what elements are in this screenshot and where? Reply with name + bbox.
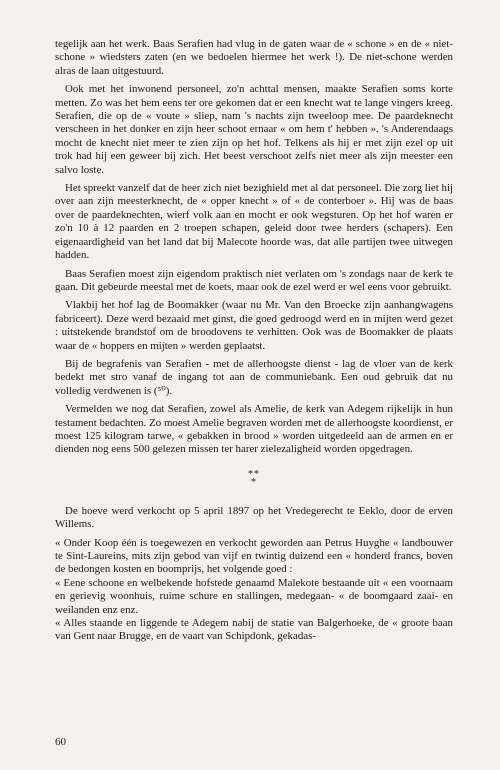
paragraph: tegelijk aan het werk. Baas Serafien had vlug in de gaten waar de « schone » en de « niet-schone » wiedsters zaten (en we bedoelen hiermee het werk !). De niet-schone werden alras de laan uitgestuurd. — [55, 38, 453, 77]
paragraph: Ook met het inwonend personeel, zo'n achttal mensen, maakte Serafien soms korte metten. Zo was het hem eens ter ore gekomen dat er een knecht wat te lange vingers kreeg. Serafien, die op de « voute » sliep, nam 's nachts zijn tweeloop mee. De paardeknecht verscheen in het donker en zijn heer schoot ernaar « om hem t' hebben ». 's Anderendaags mocht de knecht niet meer te zien zijn op het hof. Telkens als hij er met zijn ezel op uit trok had hij een geweer bij zich. Het beest verschoot zelfs niet meer als zijn meester een salvo loste. — [55, 83, 453, 176]
quote-paragraph: « Eene schoone en welbekende hofstede genaamd Malekote bestaande uit « een voornaam en gerievig woonhuis, ruime schure en stallingen, medegaan- « de boomgaard zaai- en weilanden enz enz. — [55, 576, 453, 616]
paragraph: Bij de begrafenis van Serafien - met de allerhoogste dienst - lag de vloer van de kerk bedekt met stro vanaf de ingang tot aan de communiebank. Een oud gebruik dat nu volledig verdwenen is (⁵⁰). — [55, 357, 453, 397]
quote-paragraph: « Alles staande en liggende te Adegem nabij de statie van Balgerhoeke, de « groote baan van Gent naar Brugge, en de vaart van Schipdonk, gekadas- — [55, 617, 453, 643]
page-number: 60 — [55, 736, 66, 748]
body-text — [55, 38, 453, 644]
quote-paragraph: « Onder Koop één is toegewezen en verkocht geworden aan Petrus Huyghe « landbouwer te Sint-Laureins, mits zijn gebod van vijf en twintig duizend een « honderd francs, boven de bedongen kosten en boomprijs, het volgende goed : — [55, 536, 453, 576]
paragraph: Baas Serafien moest zijn eigendom praktisch niet verlaten om 's zondags naar de kerk te gaan. Dit gebeurde meestal met de koets, maar ook de ezel werd er wel eens voor gebruikt. — [55, 267, 453, 293]
paragraph: Vermelden we nog dat Serafien, zowel als Amelie, de kerk van Adegem rijkelijk in hun testament bedachten. Zo moest Amelie begraven worden met de allerhoogste koordienst, er moest 125 kilogram tarwe, « gebakken in brood » worden uitgedeeld aan de armen en er dienden nog eens 500 gelezen missen ter harer zielezaligheid worden opgedragen. — [55, 403, 453, 456]
separator-stars: ** * — [248, 468, 260, 488]
paragraph-after-separator: De hoeve werd verkocht op 5 april 1897 op het Vredegerecht te Eeklo, door de erven Willems. — [55, 504, 453, 531]
paragraph: Vlakbij het hof lag de Boomakker (waar nu Mr. Van den Broecke zijn aanhangwagens fabriceert). Deze werd bezaaid met ginst, die goed gedroogd werd en in mijten werd gezet : uitstekende brandstof om de broodovens te verhitten. Ook was de Boomakker de plaats waar de « hoppers en mijten » werden geplaatst. — [55, 299, 453, 352]
paragraph: Het spreekt vanzelf dat de heer zich niet bezighield met al dat personeel. Die zorg liet hij over aan zijn meesterknecht, de « opper knecht » of « de conterboer ». Hij was de baas over de paardeknechten, wierf volk aan en mocht er ook wegsturen. Op het hof waren er zo'n 10 à 12 paarden en 2 troepen schapen, geleid door twee herders (schapers). Een eigenaardigheid van het land dat bij Malecote hoorde was, dat alle partijen twee uitwegen hadden. — [55, 182, 453, 262]
section-separator — [55, 468, 453, 488]
